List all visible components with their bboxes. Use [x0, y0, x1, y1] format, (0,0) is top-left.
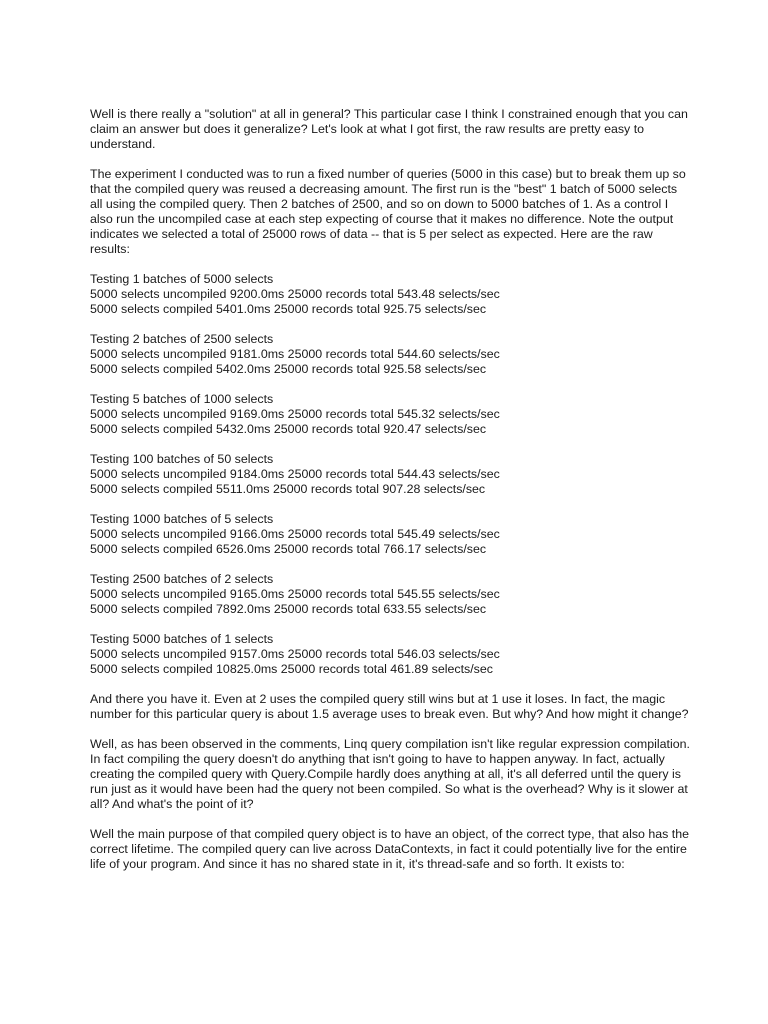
result-compiled: 5000 selects compiled 6526.0ms 25000 records total 766.17 selects/sec: [90, 542, 487, 556]
result-heading: Testing 2500 batches of 2 selects: [90, 572, 274, 586]
result-uncompiled: 5000 selects uncompiled 9169.0ms 25000 records total 545.32 selects/sec: [90, 407, 500, 421]
result-uncompiled: 5000 selects uncompiled 9165.0ms 25000 records total 545.55 selects/sec: [90, 587, 500, 601]
result-uncompiled: 5000 selects uncompiled 9166.0ms 25000 records total 545.49 selects/sec: [90, 527, 500, 541]
paragraph-explanation: Well, as has been observed in the comments, Linq query compilation isn't like regular expression compilation. In fact compiling the query doesn't do anything that isn't going to have to happen anyway. In fact, actually creating the compiled query with Query.Compile hardly does anything at all, it's all deferred until the query is run just as it would have been had the query not been compiled. So what is the overhead? Why is it slower at all? And what's the point of it?: [90, 737, 690, 811]
result-block-4: [90, 452, 690, 497]
result-block-5: [90, 512, 690, 557]
paragraph-conclusion: And there you have it. Even at 2 uses the compiled query still wins but at 1 use it loses. In fact, the magic number for this particular query is about 1.5 average uses to break even. But why? And how might it change?: [90, 692, 689, 721]
result-compiled: 5000 selects compiled 5401.0ms 25000 records total 925.75 selects/sec: [90, 302, 487, 316]
result-block-3: [90, 392, 690, 437]
result-uncompiled: 5000 selects uncompiled 9181.0ms 25000 records total 544.60 selects/sec: [90, 347, 500, 361]
paragraph-intro: Well is there really a "solution" at all in general? This particular case I think I constrained enough that you can claim an answer but does it generalize? Let's look at what I got first, the raw results are pretty easy to understand.: [90, 107, 688, 151]
result-uncompiled: 5000 selects uncompiled 9184.0ms 25000 records total 544.43 selects/sec: [90, 467, 500, 481]
document-page: [90, 107, 690, 887]
paragraph-experiment: The experiment I conducted was to run a fixed number of queries (5000 in this case) but to break them up so that the compiled query was reused a decreasing amount. The first run is the "best" 1 batch of 5000 selects all using the compiled query. Then 2 batches of 2500, and so on down to 5000 batches of 1. As a control I also run the uncompiled case at each step expecting of course that it makes no difference. Note the output indicates we selected a total of 25000 rows of data -- that is 5 per select as expected. Here are the raw results:: [90, 167, 686, 256]
result-heading: Testing 1 batches of 5000 selects: [90, 272, 274, 286]
result-uncompiled: 5000 selects uncompiled 9157.0ms 25000 records total 546.03 selects/sec: [90, 647, 500, 661]
result-block-7: [90, 632, 690, 677]
result-heading: Testing 100 batches of 50 selects: [90, 452, 274, 466]
result-compiled: 5000 selects compiled 10825.0ms 25000 records total 461.89 selects/sec: [90, 662, 493, 676]
result-compiled: 5000 selects compiled 5432.0ms 25000 records total 920.47 selects/sec: [90, 422, 487, 436]
result-heading: Testing 2 batches of 2500 selects: [90, 332, 274, 346]
result-heading: Testing 1000 batches of 5 selects: [90, 512, 274, 526]
result-heading: Testing 5000 batches of 1 selects: [90, 632, 274, 646]
result-block-1: [90, 272, 690, 317]
result-uncompiled: 5000 selects uncompiled 9200.0ms 25000 records total 543.48 selects/sec: [90, 287, 500, 301]
paragraph-purpose: Well the main purpose of that compiled query object is to have an object, of the correct type, that also has the correct lifetime. The compiled query can live across DataContexts, in fact it could potentially live for the entire life of your program. And since it has no shared state in it, it's thread-safe and so forth. It exists to:: [90, 827, 689, 871]
result-compiled: 5000 selects compiled 5402.0ms 25000 records total 925.58 selects/sec: [90, 362, 487, 376]
result-block-6: [90, 572, 690, 617]
result-heading: Testing 5 batches of 1000 selects: [90, 392, 274, 406]
result-block-2: [90, 332, 690, 377]
result-compiled: 5000 selects compiled 7892.0ms 25000 records total 633.55 selects/sec: [90, 602, 487, 616]
result-compiled: 5000 selects compiled 5511.0ms 25000 records total 907.28 selects/sec: [90, 482, 486, 496]
